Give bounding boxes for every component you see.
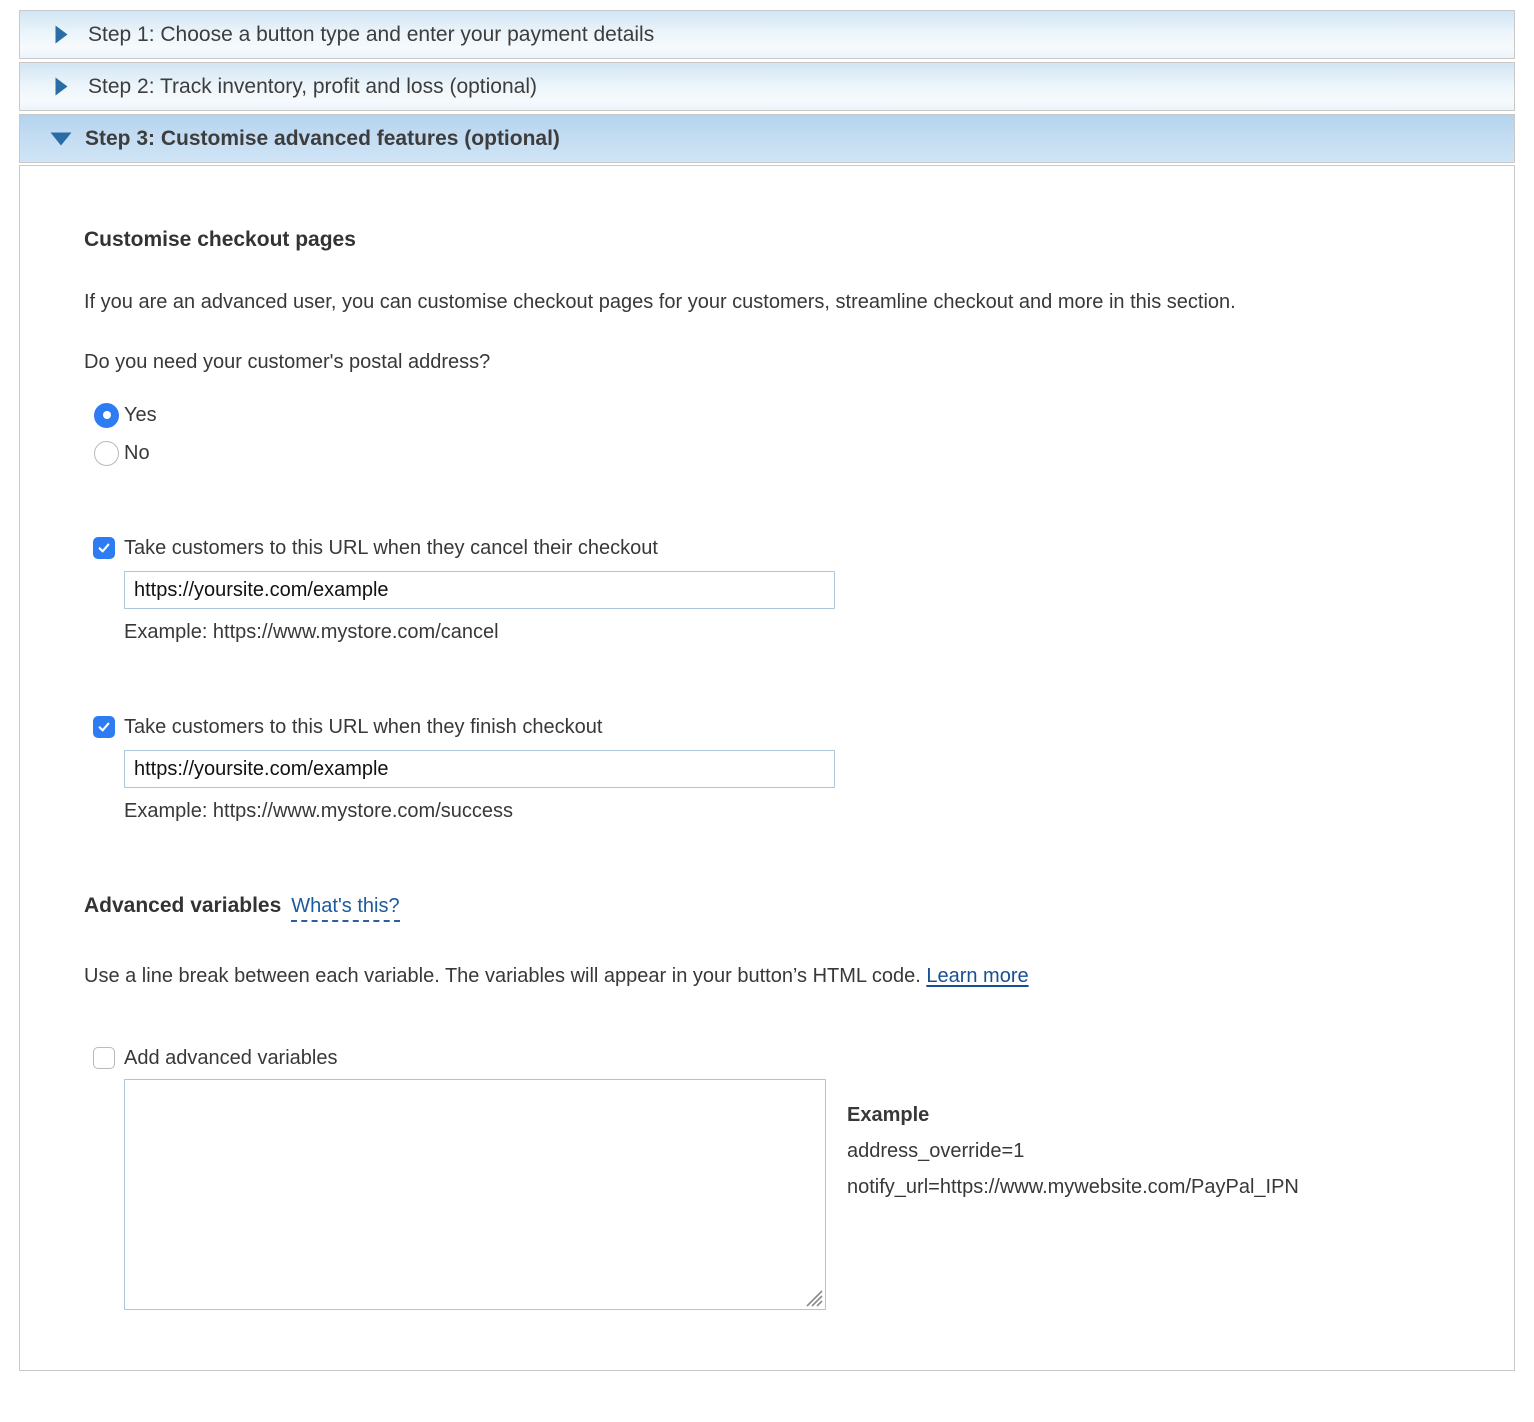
example-line-2: notify_url=https://www.mywebsite.com/PayPal_IPN [847,1176,1299,1198]
learn-more-link[interactable]: Learn more [926,965,1029,987]
example-line-1: address_override=1 [847,1140,1025,1162]
resize-handle-icon[interactable] [805,1289,823,1307]
accordion-step-2-title: Step 2: Track inventory, profit and loss (optional) [88,74,537,98]
cancel-url-checkbox-label[interactable]: Take customers to this URL when they cancel their checkout [124,537,658,559]
accordion-step-1-title: Step 1: Choose a button type and enter your payment details [88,22,655,46]
step-3-panel [19,165,1515,1371]
accordion-step-2-header[interactable] [19,62,1515,111]
radio-selected-icon[interactable] [94,403,119,428]
advanced-variables-intro-text: Use a line break between each variable. The variables will appear in your button’s HTML code. [84,965,927,987]
radio-dot-icon [103,411,111,419]
finish-url-field-block [84,713,1450,826]
radio-option-yes[interactable] [94,400,1450,430]
radio-unselected-icon[interactable] [94,441,119,466]
radio-option-no[interactable] [94,438,1450,468]
example-heading: Example [847,1104,930,1126]
finish-url-input[interactable] [124,750,835,788]
advanced-variables-textarea-wrap [124,1079,826,1310]
finish-url-checkbox-row[interactable] [93,713,1450,742]
accordion-step-3-title: Step 3: Customise advanced features (optional) [85,126,560,150]
cancel-url-checkbox-row[interactable] [93,534,1450,563]
finish-url-example-text: Example: https://www.mystore.com/success [124,800,514,822]
chevron-right-icon [50,25,72,44]
advanced-variables-textarea[interactable] [124,1079,826,1310]
checkmark-icon [96,719,112,735]
checked-checkbox-icon[interactable] [93,537,115,559]
unchecked-checkbox-icon[interactable] [93,1047,115,1069]
checkmark-icon [96,540,112,556]
radio-yes-label[interactable]: Yes [124,403,157,426]
postal-address-radio-group [94,400,1450,468]
cancel-url-field-block [84,534,1450,647]
cancel-url-input[interactable] [124,571,835,609]
add-advanced-variables-checkbox-row[interactable] [93,1044,1450,1073]
chevron-down-icon [50,132,72,146]
customise-checkout-heading: Customise checkout pages [84,228,356,251]
chevron-right-icon [50,77,72,96]
finish-url-checkbox-label[interactable]: Take customers to this URL when they finish checkout [124,716,603,738]
checked-checkbox-icon[interactable] [93,716,115,738]
postal-address-question: Do you need your customer's postal address? [84,351,491,373]
radio-no-label[interactable]: No [124,441,150,464]
accordion-step-1-header[interactable] [19,10,1515,59]
whats-this-link[interactable]: What's this? [291,895,399,922]
advanced-variables-row [84,1079,1450,1310]
add-advanced-variables-block [84,1044,1450,1310]
advanced-variables-heading-row [84,894,1450,922]
customise-checkout-intro: If you are an advanced user, you can customise checkout pages for your customers, streamline checkout and more in this section. [84,291,1236,313]
cancel-url-example-text: Example: https://www.mystore.com/cancel [124,621,499,643]
advanced-variables-heading: Advanced variables [84,894,282,917]
advanced-variables-example-block [847,1097,1299,1205]
accordion-step-3-header[interactable] [19,114,1515,163]
add-advanced-variables-label[interactable]: Add advanced variables [124,1047,338,1069]
advanced-variables-intro [84,958,1450,994]
